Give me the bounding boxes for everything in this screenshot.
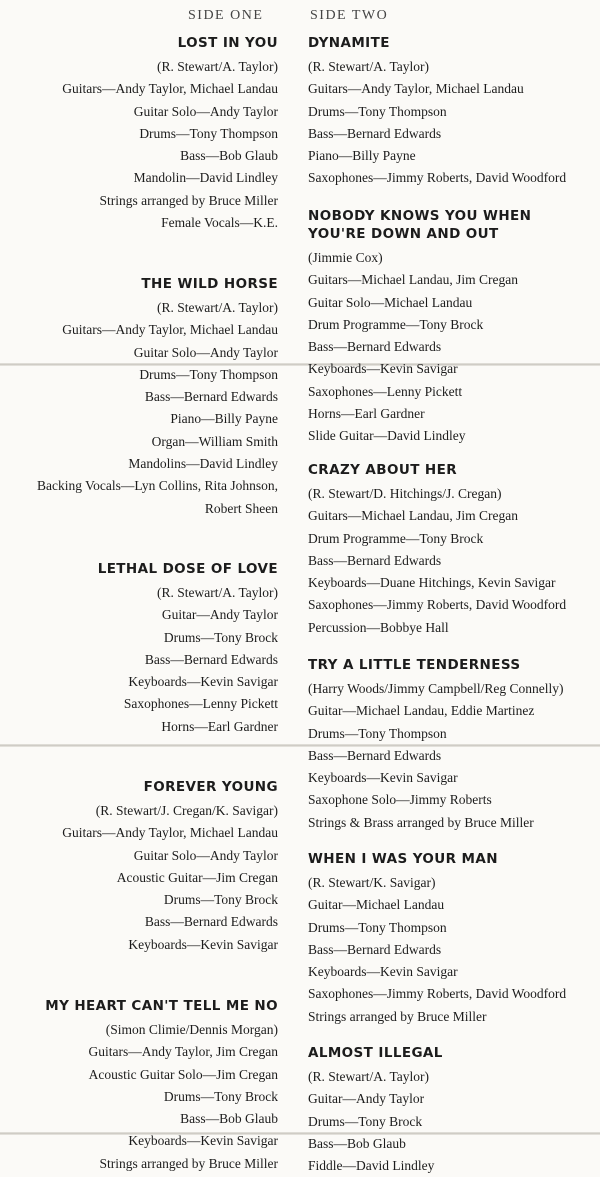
- musician-credit: Bass—Bernard Edwards: [144, 914, 278, 930]
- songwriter-credit: (R. Stewart/J. Cregan/K. Savigar): [95, 803, 278, 818]
- musician-credit: Mandolin—David Lindley: [133, 170, 278, 186]
- musician-credit: Drums—Tony Thompson: [139, 125, 278, 141]
- musician-credit: Bass—Bernard Edwards: [144, 651, 278, 667]
- song-title: THE WILD HORSE: [141, 276, 278, 292]
- song-title: LOST IN YOU: [177, 35, 278, 51]
- song-block: [0, 997, 278, 1175]
- musician-credit: Guitar Solo—Michael Landau: [308, 294, 473, 310]
- musician-credit: Saxophones—Lenny Pickett: [308, 383, 463, 399]
- songwriter-credit: (R. Stewart/A. Taylor): [156, 585, 278, 600]
- musician-credit: Keyboards—Kevin Savigar: [308, 964, 458, 980]
- musician-credit: Strings arranged by Bruce Miller: [99, 192, 278, 208]
- song-title: TRY A LITTLE TENDERNESS: [308, 657, 521, 673]
- musician-credit: Horns—Earl Gardner: [161, 718, 278, 734]
- musician-credit: Keyboards—Kevin Savigar: [308, 770, 458, 786]
- musician-credit: Bass—Bob Glaub: [180, 1111, 278, 1127]
- musician-credit: Strings arranged by Bruce Miller: [99, 1155, 278, 1171]
- musician-credit: Slide Guitar—David Lindley: [308, 428, 466, 444]
- songwriter-credit: (R. Stewart/A. Taylor): [156, 59, 278, 74]
- songwriter-credit: (R. Stewart/K. Savigar): [308, 875, 436, 890]
- songwriter-credit: (Jimmie Cox): [308, 250, 383, 265]
- songwriter-credit: (R. Stewart/A. Taylor): [308, 1069, 430, 1084]
- musician-credit: Keyboards—Kevin Savigar: [128, 936, 278, 952]
- musician-credit: Piano—Billy Payne: [170, 411, 278, 427]
- song-block: [0, 778, 278, 956]
- musician-credit: Robert Sheen: [204, 500, 278, 516]
- musician-credit: Guitars—Michael Landau, Jim Cregan: [308, 508, 518, 524]
- side-two-header: SIDE TWO: [310, 8, 389, 23]
- musician-credit: Bass—Bernard Edwards: [308, 339, 442, 355]
- musician-credit: Piano—Billy Payne: [308, 148, 416, 164]
- musician-credit: Guitar—Michael Landau: [308, 897, 445, 913]
- musician-credit: Drums—Tony Brock: [163, 892, 278, 908]
- musician-credit: Guitar—Michael Landau, Eddie Martinez: [308, 703, 535, 719]
- musician-credit: Bass—Bernard Edwards: [144, 389, 278, 405]
- song-title: CRAZY ABOUT HER: [308, 462, 458, 478]
- musician-credit: Bass—Bernard Edwards: [308, 552, 442, 568]
- musician-credit: Bass—Bernard Edwards: [308, 941, 442, 957]
- songwriter-credit: (R. Stewart/D. Hitchings/J. Cregan): [308, 486, 502, 501]
- musician-credit: Guitars—Andy Taylor, Jim Cregan: [88, 1044, 278, 1060]
- song-block: [0, 275, 278, 520]
- song-block: [308, 850, 598, 1028]
- musician-credit: Acoustic Guitar Solo—Jim Cregan: [88, 1066, 278, 1082]
- musician-credit: Saxophones—Jimmy Roberts, David Woodford: [308, 170, 567, 186]
- musician-credit: Drums—Tony Brock: [308, 1113, 423, 1129]
- musician-credit: Drums—Tony Thompson: [308, 919, 447, 935]
- musician-credit: Keyboards—Kevin Savigar: [128, 674, 278, 690]
- musician-credit: Drums—Tony Thompson: [308, 103, 447, 119]
- song-title: NOBODY KNOWS YOU WHEN YOU'RE DOWN AND OUT: [308, 208, 532, 242]
- musician-credit: Guitar Solo—Andy Taylor: [133, 344, 278, 360]
- side-one-header: SIDE ONE: [188, 8, 264, 23]
- musician-credit: Guitars—Andy Taylor, Michael Landau: [62, 81, 278, 97]
- song-block: [308, 461, 598, 639]
- song-title: MY HEART CAN'T TELL ME NO: [45, 998, 278, 1014]
- musician-credit: Saxophones—Jimmy Roberts, David Woodford: [308, 597, 567, 613]
- musician-credit: Drum Programme—Tony Brock: [308, 316, 484, 332]
- musician-credit: Guitar—Andy Taylor: [161, 607, 278, 623]
- musician-credit: Bass—Bernard Edwards: [308, 747, 442, 763]
- musician-credit: Organ—William Smith: [151, 433, 278, 449]
- songwriter-credit: (R. Stewart/A. Taylor): [308, 59, 430, 74]
- musician-credit: Saxophones—Lenny Pickett: [123, 696, 278, 712]
- musician-credit: Keyboards—Kevin Savigar: [128, 1133, 278, 1149]
- musician-credit: Saxophone Solo—Jimmy Roberts: [308, 792, 492, 808]
- musician-credit: Guitars—Michael Landau, Jim Cregan: [308, 272, 518, 288]
- song-title: WHEN I WAS YOUR MAN: [308, 851, 498, 867]
- musician-credit: Drums—Tony Thompson: [139, 366, 278, 382]
- song-title: LETHAL DOSE OF LOVE: [97, 561, 278, 577]
- song-block: [0, 34, 278, 234]
- musician-credit: Guitar—Andy Taylor: [308, 1091, 425, 1107]
- musician-credit: Horns—Earl Gardner: [308, 406, 425, 422]
- song-title: DYNAMITE: [308, 35, 390, 51]
- musician-credit: Bass—Bob Glaub: [180, 148, 278, 164]
- musician-credit: Guitar Solo—Andy Taylor: [133, 847, 278, 863]
- song-block: [308, 1044, 598, 1177]
- song-title: ALMOST ILLEGAL: [308, 1045, 443, 1061]
- musician-credit: Drum Programme—Tony Brock: [308, 530, 484, 546]
- song-block: [308, 207, 598, 448]
- musician-credit: Drums—Tony Brock: [163, 629, 278, 645]
- musician-credit: Keyboards—Kevin Savigar: [308, 361, 458, 377]
- song-block: [308, 34, 598, 190]
- musician-credit: Guitars—Andy Taylor, Michael Landau: [62, 322, 278, 338]
- musician-credit: Guitars—Andy Taylor, Michael Landau: [308, 81, 524, 97]
- songwriter-credit: (R. Stewart/A. Taylor): [156, 300, 278, 315]
- musician-credit: Female Vocals—K.E.: [161, 215, 278, 231]
- musician-credit: Guitar Solo—Andy Taylor: [133, 103, 278, 119]
- songwriter-credit: (Harry Woods/Jimmy Campbell/Reg Connelly): [308, 681, 564, 696]
- song-block: [308, 656, 598, 834]
- musician-credit: Drums—Tony Brock: [163, 1088, 278, 1104]
- musician-credit: Keyboards—Duane Hitchings, Kevin Savigar: [308, 575, 556, 591]
- musician-credit: Bass—Bob Glaub: [308, 1135, 406, 1151]
- musician-credit: Strings arranged by Bruce Miller: [308, 1008, 487, 1024]
- musician-credit: Mandolins—David Lindley: [128, 456, 278, 472]
- musician-credit: Bass—Bernard Edwards: [308, 125, 442, 141]
- musician-credit: Guitars—Andy Taylor, Michael Landau: [62, 825, 278, 841]
- musician-credit: Drums—Tony Thompson: [308, 725, 447, 741]
- musician-credit: Percussion—Bobbye Hall: [308, 619, 449, 635]
- musician-credit: Saxophones—Jimmy Roberts, David Woodford: [308, 986, 567, 1002]
- musician-credit: Acoustic Guitar—Jim Cregan: [116, 869, 278, 885]
- musician-credit: Backing Vocals—Lyn Collins, Rita Johnson,: [36, 478, 278, 494]
- song-block: [0, 560, 278, 738]
- musician-credit: Fiddle—David Lindley: [308, 1158, 435, 1174]
- songwriter-credit: (Simon Climie/Dennis Morgan): [105, 1022, 278, 1037]
- musician-credit: Strings & Brass arranged by Bruce Miller: [308, 814, 534, 830]
- song-title: FOREVER YOUNG: [143, 779, 278, 795]
